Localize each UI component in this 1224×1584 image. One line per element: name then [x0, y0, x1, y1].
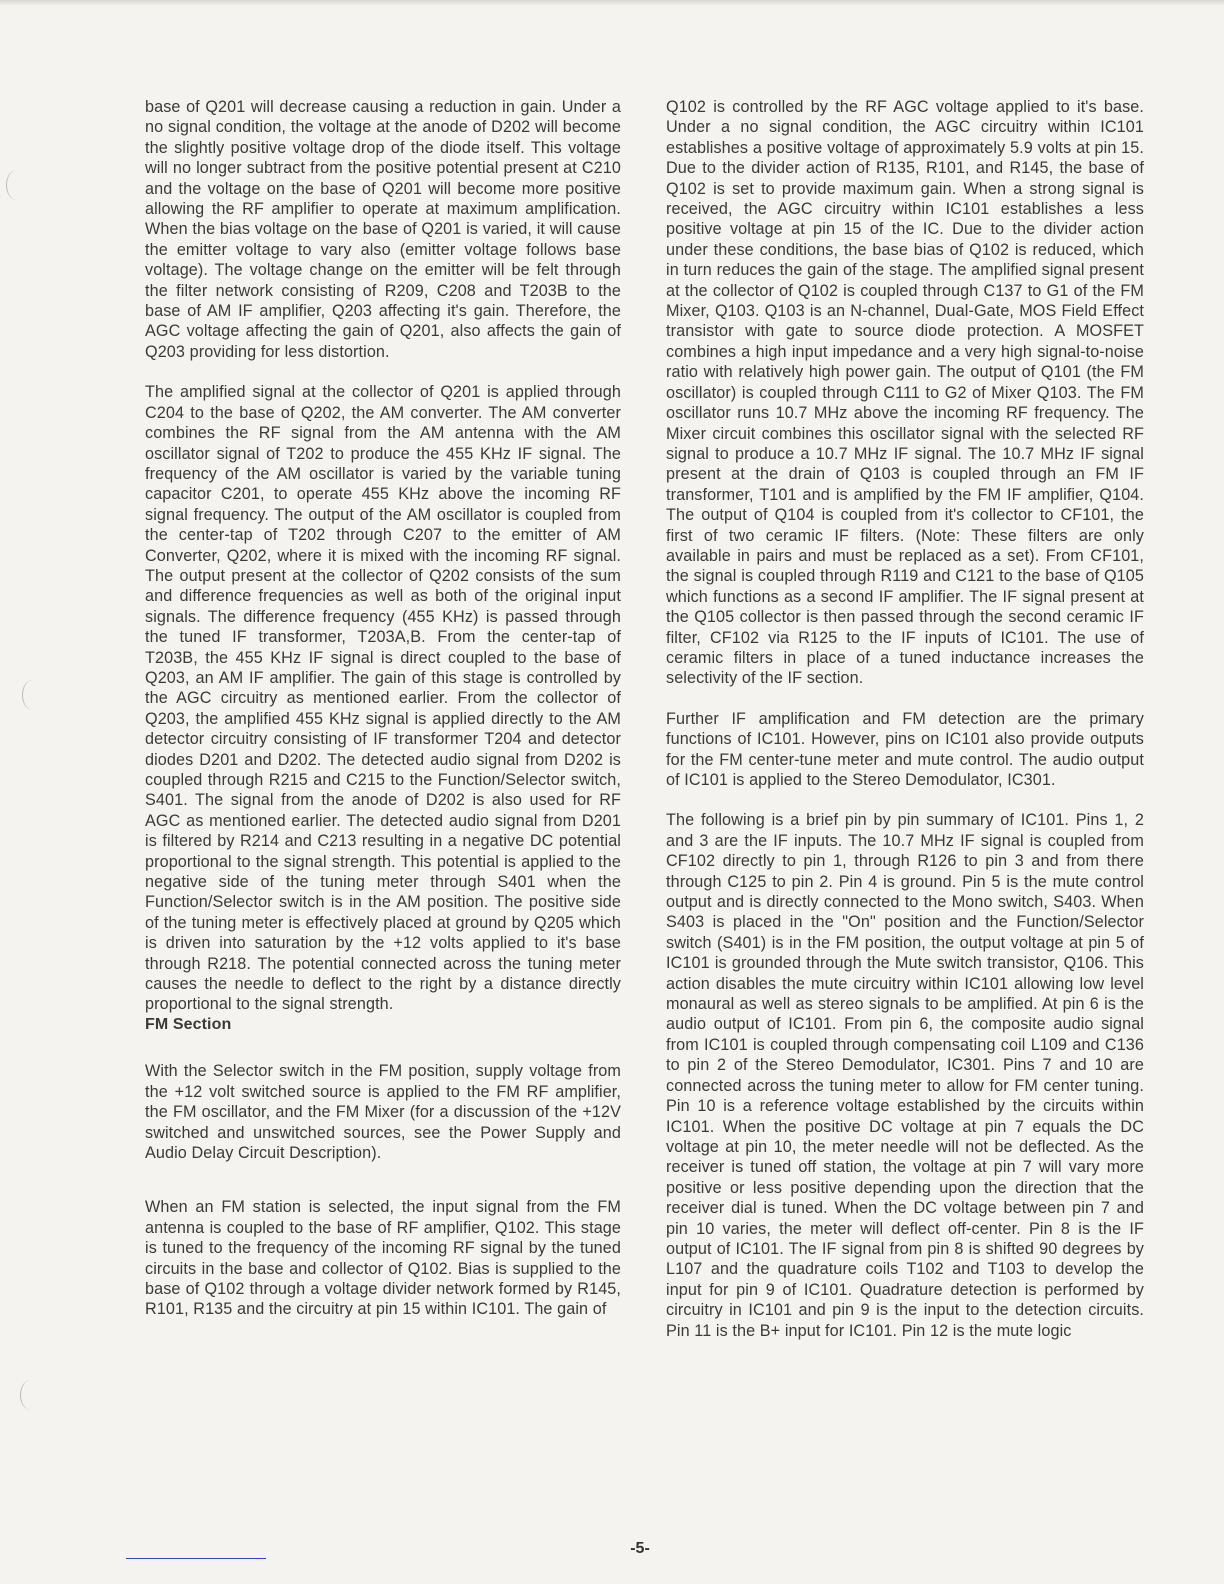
paragraph: Q102 is controlled by the RF AGC voltage applied to it's base. Under a no signal condition, the AGC circuitry within IC101 establishes a positive voltage of approximately 5.9 volts at pin 15. Due to the divider action of R135, R101, and R145, the base of Q102 is set to provide maximum gain. When a strong signal is received, the AGC circuitry within IC101 establishes a less positive voltage at pin 15 of the IC. Due to the divider action under these conditions, the base bias of Q102 is reduced, which in turn reduces the gain of the stage. The amplified signal present at the collector of Q102 is coupled through C137 to G1 of the FM Mixer, Q103. Q103 is an N-channel, Dual-Gate, MOS Field Effect transistor with gate to source diode protection. A MOSFET combines a high input impedance and a very high signal-to-noise ratio with relatively high power gain. The output of Q101 (the FM oscillator) is coupled through C111 to G2 of Mixer Q103. The FM oscillator runs 10.7 MHz above the incoming RF frequency. The Mixer circuit combines this oscillator signal with the selected RF signal to produce a 10.7 MHz IF signal. The 10.7 MHz IF signal present at the drain of Q103 is coupled through an FM IF transformer, T101 and is amplified by the FM IF amplifier, Q104. The output of Q104 is coupled from it's collector to CF101, the first of two ceramic IF filters. (Note: These filters are only available in pairs and must be replaced as a set). From CF101, the signal is coupled through R119 and C121 to the base of Q105 which functions as a second IF amplifier. The IF signal present at the Q105 collector is then passed through the second ceramic IF filter, CF102 via R125 to the IF inputs of IC101. The use of ceramic filters in place of a tuned inductance increases the selectivity of the IF section.: [666, 98, 1144, 688]
right-column: [666, 97, 1144, 1341]
margin-punch-mark: [6, 170, 27, 200]
fm-section-heading: FM Section: [145, 1015, 232, 1033]
margin-punch-mark: [20, 1380, 41, 1410]
margin-punch-mark: [22, 680, 43, 710]
paragraph: Further IF amplification and FM detection are the primary functions of IC101. However, pins on IC101 also provide outputs for the FM center-tune meter and mute control. The audio output of IC101 is applied to the Stereo Demodulator, IC301.: [666, 709, 1144, 789]
footer-rule: [126, 1558, 266, 1559]
paragraph: base of Q201 will decrease causing a reduction in gain. Under a no signal condition, the voltage at the anode of D202 will become the slightly positive voltage drop of the diode itself. This voltage will no longer subtract from the positive potential present at C210 and the voltage on the base of Q201 will become more positive allowing the RF amplifier to operate at maximum amplification. When the bias voltage on the base of Q201 is varied, it will cause the emitter voltage to vary also (emitter voltage follows base voltage). The voltage change on the emitter will be felt through the filter network consisting of R209, C208 and T203B to the base of AM IF amplifier, Q203 affecting it's gain. Therefore, the AGC voltage affecting the gain of Q201, also affects the gain of Q203 providing for less distortion.: [145, 98, 621, 361]
page-number: -5-: [630, 1540, 650, 1557]
left-column: [145, 97, 621, 1320]
page-top-edge: [0, 0, 1224, 6]
paragraph: With the Selector switch in the FM position, supply voltage from the +12 volt switched source is applied to the FM RF amplifier, the FM oscillator, and the FM Mixer (for a discussion of the +12V switched and unswitched sources, see the Power Supply and Audio Delay Circuit Description).: [145, 1062, 621, 1162]
paragraph: The following is a brief pin by pin summary of IC101. Pins 1, 2 and 3 are the IF inputs. The 10.7 MHz IF signal is coupled from CF102 directly to pin 1, through R126 to pin 3 and from there through C125 to pin 2. Pin 4 is ground. Pin 5 is the mute control output and is directly connected to the Mono switch, S403. When S403 is placed in the "On" position and the Function/Selector switch (S401) is in the FM position, the output voltage at pin 5 of IC101 is grounded through the Mute switch transistor, Q106. This action disables the mute circuitry within IC101 allowing low level monaural as well as stereo signals to be amplified. At pin 6 is the audio output of IC101. From pin 6, the composite audio signal from IC101 is coupled through compensating coil L109 and C136 to pin 2 of the Stereo Demodulator, IC301. Pins 7 and 10 are connected across the tuning meter to allow for FM center tuning. Pin 10 is a reference voltage established by the circuits within IC101. When the positive DC voltage at pin 7 equals the DC voltage at pin 10, the meter needle will not be deflected. As the receiver is tuned off station, the voltage at pin 7 will vary more positive or less positive depending upon the direction that the receiver dial is tuned. When the DC voltage between pin 7 and pin 10 varies, the meter will deflect off-center. Pin 8 is the IF output of IC101. The IF signal from pin 8 is shifted 90 degrees by L107 and the quadrature coils T102 and T103 to develop the input for pin 9 of IC101. Quadrature detection is performed by circuitry in IC101 and pin 9 is the input to the detection circuits. Pin 11 is the B+ input for IC101. Pin 12 is the mute logic: [666, 811, 1144, 1340]
paragraph: When an FM station is selected, the input signal from the FM antenna is coupled to the base of RF amplifier, Q102. This stage is tuned to the frequency of the incoming RF signal by the tuned circuits in the base and collector of Q102. Bias is supplied to the base of Q102 through a voltage divider network formed by R145, R101, R135 and the circuitry at pin 15 within IC101. The gain of: [145, 1198, 621, 1319]
paragraph: The amplified signal at the collector of Q201 is applied through C204 to the base of Q202, the AM converter. The AM converter combines the RF signal from the AM antenna with the AM oscillator signal of T202 to produce the 455 KHz IF signal. The frequency of the AM oscillator is varied by the variable tuning capacitor C201, to operate 455 KHz above the incoming RF signal frequency. The output of the AM oscillator is coupled from the center-tap of T202 through C207 to the emitter of AM Converter, Q202, where it is mixed with the incoming RF signal. The output present at the collector of Q202 consists of the sum and difference frequencies as well as both of the original input signals. The difference frequency (455 KHz) is passed through the tuned IF transformer, T203A,B. From the center-tap of T203B, the 455 KHz IF signal is direct coupled to the base of Q203, an AM IF amplifier. The gain of this stage is controlled by the AGC circuitry as mentioned earlier. From the collector of Q203, the amplified 455 KHz signal is applied directly to the AM detector circuitry consisting of IF transformer T204 and detector diodes D201 and D202. The detected audio signal from D202 is coupled through R215 and C215 to the Function/Selector switch, S401. The signal from the anode of D202 is also used for RF AGC as mentioned earlier. The detected audio signal from D201 is filtered by R214 and C213 resulting in a negative DC potential proportional to the signal strength. This potential is applied to the negative side of the tuning meter through S401 when the Function/Selector switch is in the AM position. The positive side of the tuning meter is effectively placed at ground by Q205 which is driven into saturation by the +12 volts applied to it's base through R218. The potential connected across the tuning meter causes the needle to deflect to the right by a distance directly proportional to the signal strength.: [145, 383, 621, 1014]
